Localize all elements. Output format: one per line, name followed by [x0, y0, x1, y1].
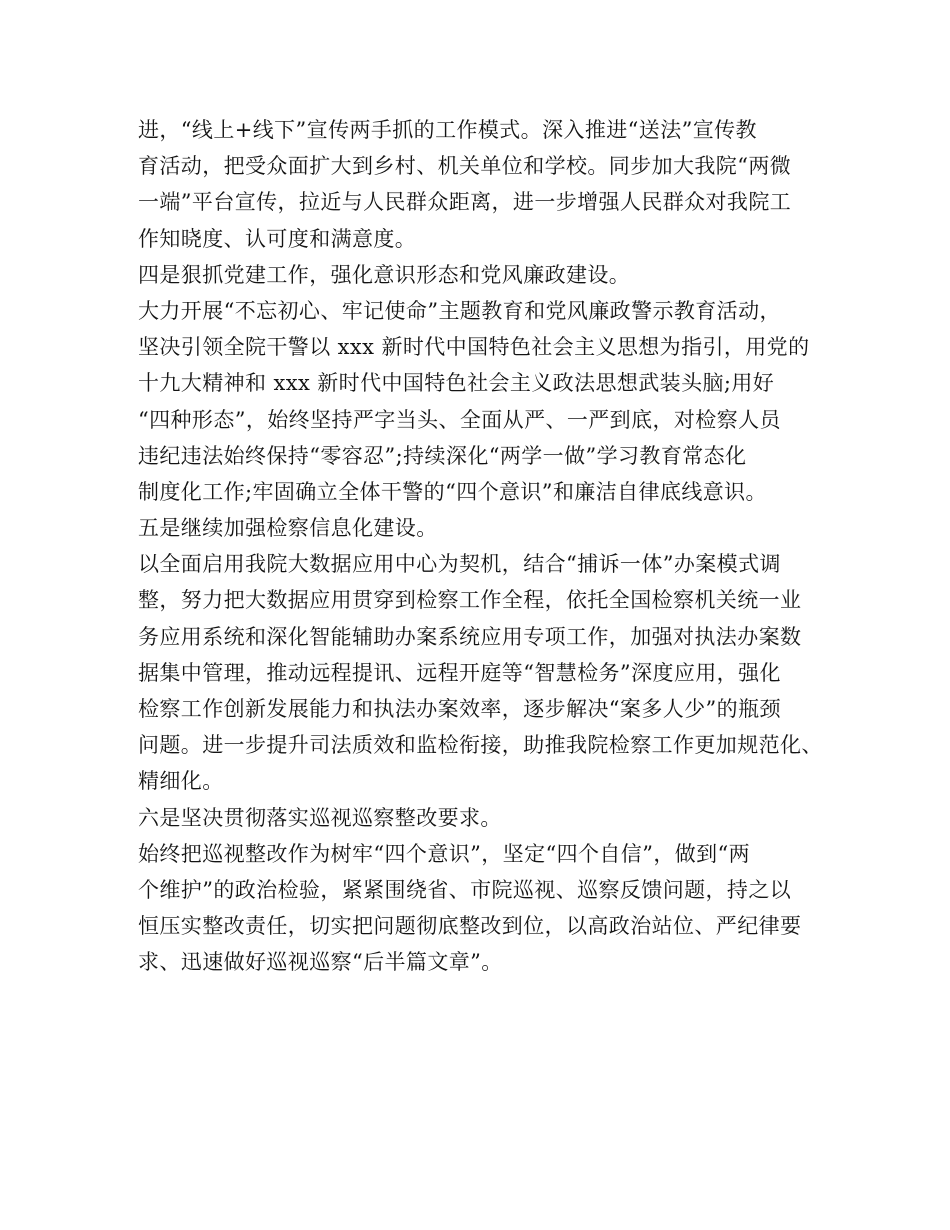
text-line: 精细化。 — [138, 769, 224, 794]
text-line: “四种形态”，始终坚持严字当头、全面从严、一严到底，对检察人员 — [138, 407, 781, 432]
text-line: 据集中管理，推动远程提讯、远程开庭等“智慧检务”深度应用，强化 — [138, 660, 781, 685]
text-line: 问题。进一步提升司法质效和监检衔接，助推我院检察工作更加规范化、 — [138, 733, 823, 758]
document-body — [138, 112, 838, 981]
text-line: 大力开展“不忘初心、牢记使命”主题教育和党风廉政警示教育活动， — [138, 298, 781, 323]
text-line: 检察工作创新发展能力和执法办案效率，逐步解决“案多人少”的瓶颈 — [138, 697, 781, 721]
text-line: 始终把巡视整改作为树牢“四个意识”，坚定“四个自信”，做到“两 — [138, 841, 751, 866]
text-line: 十九大精神和 xxx 新时代中国特色社会主义政法思想武装头脑;用好 — [138, 371, 775, 396]
text-line: 求、迅速做好巡视巡察“后半篇文章”。 — [138, 950, 503, 975]
text-line: 整，努力把大数据应用贯穿到检察工作全程，依托全国检察机关统一业 — [138, 588, 802, 613]
text-line: 违纪违法始终保持“零容忍”;持续深化“两学一做”学习教育常态化 — [138, 443, 747, 468]
text-line: 一端”平台宣传，拉近与人民群众距离，进一步增强人民群众对我院工 — [138, 190, 792, 215]
text-line: 个维护”的政治检验，紧紧围绕省、市院巡视、巡察反馈问题，持之以 — [138, 877, 792, 902]
text-line: 坚决引领全院干警以 xxx 新时代中国特色社会主义思想为指引，用党的 — [138, 335, 810, 360]
text-line: 作知晓度、认可度和满意度。 — [138, 226, 417, 251]
section-heading-6: 六是坚决贯彻落实巡视巡察整改要求。 — [138, 805, 502, 830]
text-line: 恒压实整改责任，切实把问题彻底整改到位，以高政治站位、严纪律要 — [138, 914, 802, 939]
text-line: 育活动，把受众面扩大到乡村、机关单位和学校。同步加大我院“两微 — [138, 154, 792, 179]
text-line: 进，“线上+线下”宣传两手抓的工作模式。深入推进“送法”宣传教 — [138, 118, 757, 142]
text-line: 以全面启用我院大数据应用中心为契机，结合“捕诉一体”办案模式调 — [138, 552, 781, 577]
section-heading-5: 五是继续加强检察信息化建设。 — [138, 516, 438, 541]
section-heading-4: 四是狠抓党建工作，强化意识形态和党风廉政建设。 — [138, 262, 631, 287]
text-line: 制度化工作;牢固确立全体干警的“四个意识”和廉洁自律底线意识。 — [138, 479, 767, 504]
text-line: 务应用系统和深化智能辅助办案系统应用专项工作，加强对执法办案数 — [138, 624, 802, 649]
